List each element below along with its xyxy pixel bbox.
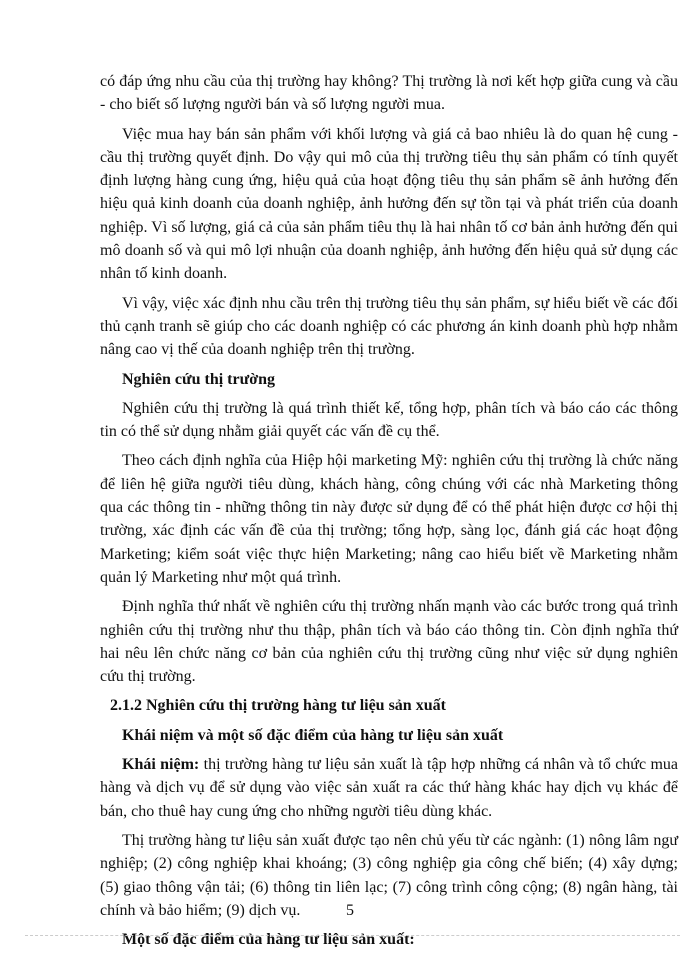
paragraph-ama-definition: Theo cách định nghĩa của Hiệp hội marketing Mỹ: nghiên cứu thị trường là chức năng để liên hệ giữa người tiêu dùng, khách hàng, công chúng với các nhà Marketing thông qua các thông tin - những thông tin này được sử dụng để có thể phát hiện được cơ hội thị trường, xác định các vấn đề của thị trường; tổng hợp, sàng lọc, đánh giá các hoạt động Marketing; kiểm soát việc thực hiện Marketing; nâng cao hiểu biết về Marketing nhằm quản lý Marketing như một quá trình. [100, 452, 678, 586]
paragraph-competitors: Vì vậy, việc xác định nhu cầu trên thị trường tiêu thụ sản phẩm, sự hiểu biết về các đối thủ cạnh tranh sẽ giúp cho các doanh nghiệp có các phương án kinh doanh phù hợp nhằm nâng cao vị thế của doanh nghiệp trên thị trường. [100, 294, 678, 359]
paragraph-concept [100, 753, 678, 823]
document-body [100, 70, 678, 957]
paragraph-research-definition: Nghiên cứu thị trường là quá trình thiết kế, tổng hợp, phân tích và báo cáo các thông tin có thể sử dụng nhằm giải quyết các vấn đề cụ thể. [100, 399, 678, 441]
subheading-characteristics: Một số đặc điểm của hàng tư liệu sản xuất: [122, 931, 415, 949]
page-bottom-divider [25, 935, 680, 936]
paragraph-market-demand: có đáp ứng nhu cầu của thị trường hay không? Thị trường là nơi kết hợp giữa cung và cầu - cho biết số lượng người bán và số lượng người mua. [100, 73, 678, 114]
paragraph-definition-comparison: Định nghĩa thứ nhất về nghiên cứu thị trường nhấn mạnh vào các bước trong quá trình nghiên cứu thị trường như thu thập, phân tích và báo cáo thông tin. Còn định nghĩa thứ hai nêu lên chức năng cơ bản của nghiên cứu thị trường cũng như việc sử dụng nghiên cứu thị trường. [100, 598, 678, 686]
concept-label: Khái niệm: [122, 756, 200, 774]
concept-text: thị trường hàng tư liệu sản xuất là tập hợp những cá nhân và tổ chức mua hàng và dịch vụ để sử dụng vào việc sản xuất ra các thứ hàng khác hay dịch vụ khác để bán, cho thuê hay cung ứng cho những người tiêu dùng khác. [100, 756, 678, 820]
paragraph-industries: Thị trường hàng tư liệu sản xuất được tạo nên chủ yếu từ các ngành: (1) nông lâm ngư nghiệp; (2) công nghiệp khai khoáng; (3) công nghiệp gia công chế biến; (4) xây dựng; (5) giao thông vận tải; (6) thông tin liên lạc; (7) công trình công cộng; (8) ngân hàng, tài chính và bảo hiểm; (9) dịch vụ. [100, 831, 678, 919]
page-number: 5 [346, 902, 354, 919]
heading-market-research: Nghiên cứu thị trường [122, 370, 275, 388]
paragraph-supply-demand: Việc mua hay bán sản phẩm với khối lượng và giá cả bao nhiêu là do quan hệ cung - cầu thị trường quyết định. Do vậy qui mô của thị trường tiêu thụ sản phẩm có tính quyết định lượng hàng cung ứng, hiệu quả của hoạt động tiêu thụ sản phẩm sẽ ảnh hưởng đến hiệu quả kinh doanh của doanh nghiệp, ảnh hưởng đến sự tồn tại và phát triển của doanh nghiệp. Vì số lượng, giá cả của sản phẩm tiêu thụ là hai nhân tố cơ bản ảnh hưởng đến qui mô doanh số và qui mô lợi nhuận của doanh nghiệp, ảnh hưởng đến hiệu quả sử dụng các nhân tố kinh doanh. [100, 125, 678, 283]
section-heading-2-1-2: 2.1.2 Nghiên cứu thị trường hàng tư liệu sản xuất [110, 697, 446, 715]
subheading-concept-characteristics: Khái niệm và một số đặc điểm của hàng tư liệu sản xuất [122, 726, 504, 744]
